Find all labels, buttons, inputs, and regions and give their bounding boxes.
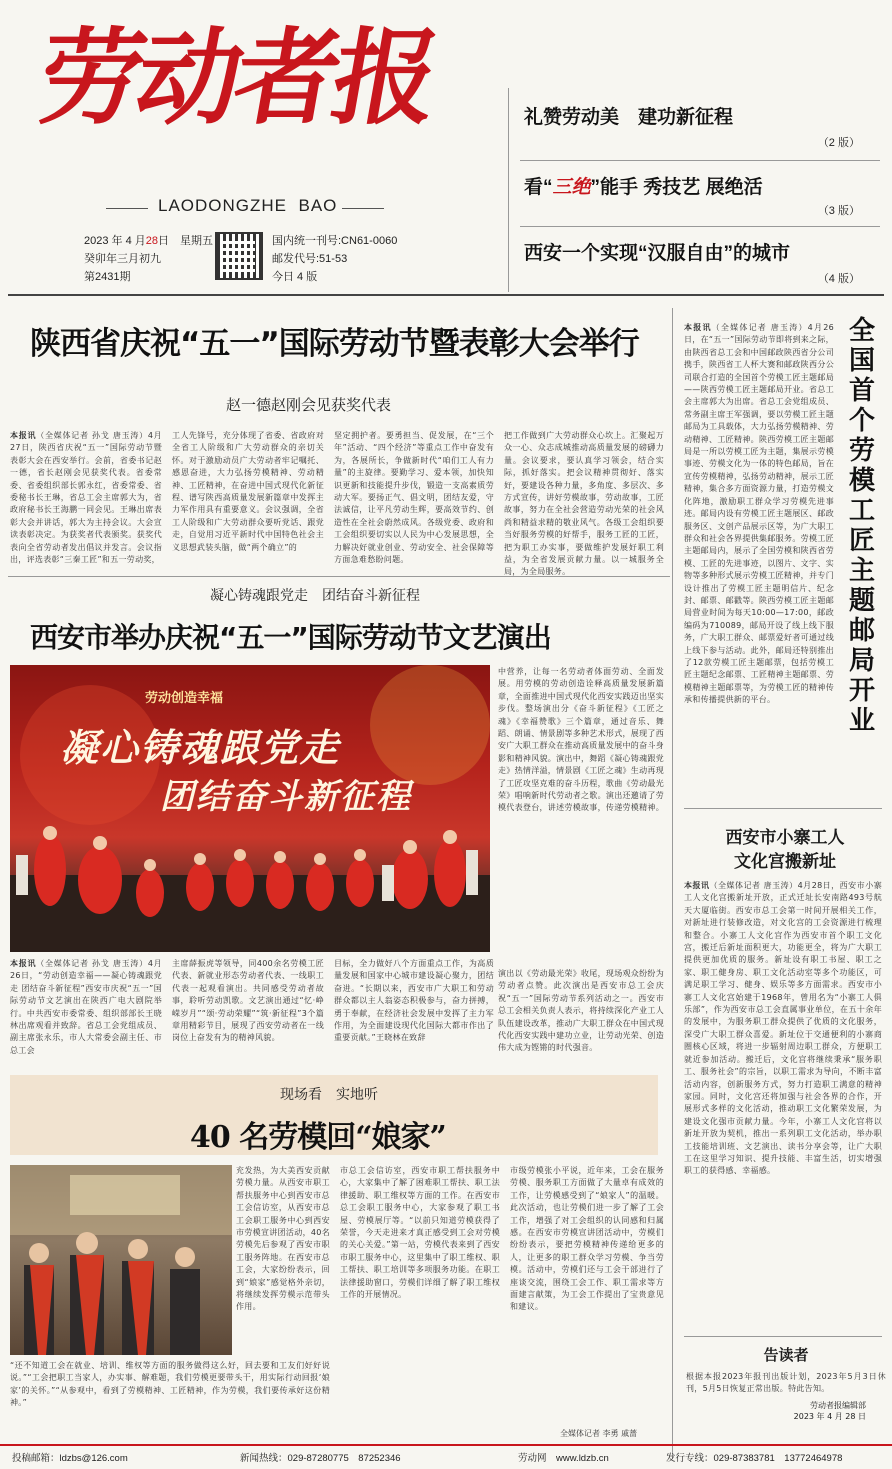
publication-codes: 国内统一刊号:CN61-0060 邮发代号:51-53 今日 4 版 — [272, 235, 398, 283]
toc-rule — [520, 226, 880, 227]
article2-col-3: 目标，全力做好八个方面重点工作，为高质量发展和国家中心城市建设凝心聚力，团结奋进。“长期以来，西安市广大职工和劳动群众都以主人翁姿态积极参与，奋力拼搏，勇于奉献，在经济社会发展中发挥了主力军作用，为全面建设现代化国际大都市作出了重要贡献。”王晓林在致辞 — [334, 959, 494, 1043]
footer-email[interactable]: 投稿邮箱：ldzbs@126.com — [12, 1453, 128, 1464]
pinyin-rule-left — [106, 208, 148, 209]
article3-col-3: 市级劳模张小平说，近年来，工会在服务劳模、服务职工方面做了大量卓有成效的工作，让劳模感受到了“娘家人”的温暖。此次活动，也让劳模们进一步了解了工会工作，增强了对工会组织的认同感和归属感。在西安市劳模宣讲团活动中，劳模们纷纷表示，要把劳模精神传递给更多的人，让更多的职工群众学习劳模、争当劳模。活动中，劳模们还与工会干部进行了座谈交流，围绕工会工作、职工需求等方面建言献策，为工会工作提出了宝贵意见和建议。 — [510, 1166, 664, 1312]
model-workers-photo — [10, 1165, 232, 1355]
notice-date: 2023 年 4 月 28 日 — [793, 1411, 866, 1421]
stage-banner-line-1: 凝心铸魂跟党走 — [60, 725, 341, 770]
article1-col-4: 把工作做到广大劳动群众心坎上。汇聚起万众一心、众志成城推动高质量发展的磅礴力量。会议要求，要认真学习领会，结合实际，抓好落实。把会议精神贯彻好、落实好，要建设各种力量，多角度、多层次、多方式宣传，讲好劳模故事，劳动故事，工匠故事，努力在全社会营造劳动光荣的社会风尚和精益求精的敬业风气。各级工会组织要当好服务劳模的好帮手，服务工匠的工匠，把为职工办实事，要做维护发展好职工利益，为全省发展贡献力量。以一城服务全局，为全局服务。 — [504, 431, 664, 577]
article2-right-col-2: 演出以《劳动最光荣》收尾，现场观众纷纷为劳动者点赞。此次演出是西安市总工会庆祝“五一”国际劳动节系列活动之一。西安市总工会相关负责人表示，将持续深化产业工人队伍建设改革，推动广大职工群众在中国式现代化西安实践中建功立业，让劳动光荣、创造伟大成为铿锵的时代强音。 — [498, 969, 664, 1053]
article3-col-2: 市总工会信访室，西安市职工帮扶服务中心，大家集中了解了困难职工帮扶、职工法律援助、职工维权等方面的工作。在西安市总工会职工服务中心，大家参观了职工书屋、劳模展厅等。“以前只知道劳模获得了荣誉，今天走进来才真正感受到工会对劳模的关心关爱。”第一站，劳模代表来到了西安市职工服务中心，这里集中了职工维权、职工帮扶、职工培训等多项服务功能。在职工法律援助窗口，劳模们详细了解了职工维权工作的开展情况。 — [340, 1166, 500, 1300]
side-rule — [684, 808, 882, 809]
masthead-rule — [8, 294, 884, 296]
article2-headline[interactable]: 西安市举办庆祝“五一”国际劳动节文艺演出 — [30, 621, 551, 654]
article1-col-2: 工人先锋号，充分体现了省委、省政府对全省工人阶级和广大劳动群众的亲切关怀。对于激励动员广大劳动者牢记嘱托、感恩奋进，大力弘扬劳模精神、劳动精神、工匠精神，在奋进中国式现代化新征程、谱写陕西高质量发展新篇章中发挥主力军作用具有重要意义。会议强调，全省工人阶级和广大劳动群众要听党话、跟党走，自觉用习近平新时代中国特色社会主义思想武装头脑，做“两个确立”的 — [172, 431, 324, 552]
section-rule — [8, 576, 670, 577]
issue-info: 2023 年 4 月28日 星期五 癸卯年三月初九 第2431期 — [84, 232, 213, 286]
side-article-text: 本报讯（全媒体记者 唐玉涛）4月26日，在“五一”国际劳动节即将到来之际，由陕西省总工会和中国邮政陕西省分公司携手，陕西省工人杯大赛和邮政陕西分公司联合打造的全国首个劳模工匠主题邮局——陕西劳模工匠主题邮局开业。省总工会主席郭大为出席。省总工会党组成员、常务副主席王军强调，要以劳模工匠主题邮局为工具载体，大力弘扬劳模精神、劳动精神、工匠精神。陕西劳模工匠主题邮局是一所以劳模工匠为主题，集展示劳模事迹、劳模文化为一体的特色邮局，旨在宣传劳模精神，弘扬劳动精神，展示工匠精神，集合多方面资源力量，打造劳模文化阵地，激励职工群众学习劳模先进事迹。邮局内设有劳模工匠主题展区、邮政服务区、文创产品展示区等，为广大职工群众和社会各界提供集邮服务。劳模工匠主题邮局内，展示了全国劳模和陕西省劳模、工匠的先进事迹，以图片、文字、实物等多种形式展示劳模工匠精神，并专门设计推出了劳模工匠主题明信片、纪念封、邮票、邮戳等。陕西劳模工匠主题邮局营业时间为每天10:00—17:00，邮政编码为710089，邮局开设了线上线下服务，广大职工群众、邮票爱好者可通过线上线下参与活动。此外，邮局还特别推出了12款劳模工匠主题邮票，包括劳模工匠主题纪念邮票、工匠精神主题邮票、劳模精神主题邮票等，为劳模工匠的精神传承和传播提供新的平台。 — [684, 323, 834, 705]
footer-distribution: 发行专线：029-87383781 13772464978 — [666, 1453, 843, 1464]
article2-right-col-1: 中营养，让每一名劳动者体面劳动、全面发展。用劳模的劳动创造诠释高质量发展新篇章，全面推进中国式现代化西安实践迈出坚实步伐。整场演出分《奋斗新征程》《工匠之魂》《幸福赞歌》三个篇章，通过音乐、舞蹈、朗诵、情景剧等多种艺术形式，展现了西安广大职工群众在推动高质量发展中的奋斗身影和精神风貌。演出中，舞蹈《凝心铸魂跟党走》热情洋溢，情景剧《工匠之魂》生动再现了工匠攻坚克难的奋斗历程，歌曲《劳动最光荣》唱响新时代劳动者之歌。演出还邀请了劳模代表登台，讲述劳模故事，传递劳模精神。 — [498, 667, 664, 813]
toc-item-1[interactable]: 礼赞劳动美 建功新征程 （2 版） — [524, 107, 860, 149]
newspaper-logo: 劳动者报 — [29, 16, 443, 139]
notice-title: 告读者 — [763, 1346, 809, 1364]
masthead — [10, 18, 510, 288]
side-article2-headline[interactable]: 西安市小寨工人 文化宫搬新址 — [725, 828, 845, 872]
stage-banner-top: 劳动创造幸福 — [145, 691, 224, 706]
article3-byline: 全媒体记者 李勇 戚蔷 — [560, 1429, 638, 1438]
stage-banner-line-2: 团结奋斗新征程 — [160, 777, 412, 817]
toc-rule — [520, 160, 880, 161]
pinyin-rule-right — [342, 208, 384, 209]
issue-number: 第2431期 — [84, 271, 131, 283]
article3-kicker: 现场看 实地听 — [280, 1087, 378, 1103]
article2-col-1: 本报讯（全媒体记者 孙戈 唐玉涛）4月26日，“劳动创造幸福——凝心铸魂跟党走 团结奋斗新征程”西安市庆祝“五一”国际劳动节文艺演出在陕西广电大剧院举行。中共西安市委常委、组织部部长王晓林出席观看并致辞。省总工会党组成员、副主席张永乐，市人大常委会副主任、市总工会 — [10, 959, 162, 1055]
side-article-vertical-headline[interactable]: 全国首个劳模工匠主题邮局开业 — [848, 316, 875, 736]
toc-divider — [508, 88, 509, 292]
model-workers-scene — [10, 1165, 232, 1355]
article2-kicker: 凝心铸魂跟党走 团结奋斗新征程 — [210, 588, 420, 604]
notice-text: 根据本报2023年报刊出版计划，2023年5月3日休刊，5月5日恢复正常出版。特此告知。 — [686, 1372, 886, 1394]
right-column-divider — [672, 308, 673, 1458]
side-article2-text: 本报讯（全媒体记者 唐玉涛）4月28日，西安市小寨工人文化宫搬新址开放，正式迁址长安南路493号航天大厦临街。西安市总工会第一时间开展相关工作，对新址进行装修改造，对文化宫的工会资源进行梳理和整合。小寨工人文化宫作为西安市首个职工文化宫，搬迁后新址面积更大，功能更全，将为广大职工提供更加优质的服务。新址设有职工书屋、职工之家、职工健身房、职工文化活动室等多个功能区，可满足职工学习、健身、娱乐等多方面需求。西安市小寨工人文化宫始建于1968年，曾用名为“小寨工人俱乐部”，作为西安市总工会直属事业单位，在五十余年的发展中，为服务职工群众提供了优质的文化服务，深受广大职工群众喜爱。新址位于交通便利的小寨商圈核心区域，将进一步辐射周边职工群众，方便职工就近参加活动。搬迁后，文化宫将继续秉承“服务职工、服务社会”的宗旨，以职工需求为导向，不断丰富活动内容，创新服务方式，努力打造职工满意的精神家园。同时，文化宫还将加强与社会各界的合作，开展形式多样的文化活动，推动职工文化繁荣发展，为建设文化强市贡献力量。今年，小寨工人文化宫将以新址开放为契机，推出一系列职工文化活动，举办职工技能培训班、文艺演出、读书分享会等，让广大职工在这里学习知识、提升技能、丰富生活，切实增强职工的获得感、幸福感。 — [684, 881, 882, 1176]
article3-col-1a: 充发热，为大美西安贡献劳模力量。从西安市职工帮扶服务中心到西安市总工会信访室，从西安市总工会职工服务中心到西安市劳模宣讲团活动，40名劳模先后参观了西安市职工服务阵地。在西安市总工会，大家纷纷表示，回到“娘家”感觉格外亲切，将继续发挥劳模示范带头作用。 — [236, 1166, 330, 1312]
notice-signature: 劳动者报编辑部 — [810, 1400, 866, 1410]
article1-col-1: 本报讯（全媒体记者 孙戈 唐玉涛）4月27日，陕西省庆祝“五一”国际劳动节暨表彰大会在西安举行。会前，省委书记赵一德，省长赵刚会见获奖代表。省委常委、省委组织部长郭永红，省委常委、省委秘书长王琳，省总工会主席郭大为，省政府秘书长王海鹏一同会见。王琳出席表彰大会并讲话，郭大为主持会议。大会宣读表彰决定。为获奖者代表颁奖。获奖代表向全省劳动者发出倡议并发言。会议指出，评选表彰“三秦工匠”和五一劳动奖， — [10, 431, 162, 565]
lunar-date: 癸卯年三月初九 — [84, 253, 161, 265]
footer — [0, 1446, 892, 1469]
article1-headline[interactable]: 陕西省庆祝“五一”国际劳动节暨表彰大会举行 — [30, 326, 639, 362]
footer-news-hotline: 新闻热线：029-87280775 87252346 — [240, 1453, 401, 1464]
logo-pinyin: LAODONGZHE BAO — [158, 196, 338, 215]
article1-col-3: 坚定拥护者。要勇担当、促发展，在“三个年”活动、“四个经济”等重点工作中奋发有为，各展所长，争做新时代“咱们工人有力量”的主旋律。要勤学习、爱本领，加快知识更新和技能提升步伐，锻造一支高素质劳动大军。要扬正气、倡文明，团结友爱，守法诚信，让平凡劳动生辉，要高效节约、创造性在全社会蔚然成风。各级党委、政府和工会组织要切实以人民为中心发展思想，全力解决好就业创业、劳动安全、社会保障等方面急难愁盼问题。 — [334, 431, 494, 565]
reader-notice — [686, 1342, 886, 1422]
stage-performance-photo — [10, 665, 490, 952]
article3-col-1b: “还不知道工会在就业、培训、维权等方面的服务做得这么好，回去要和工友们好好说说。”“工会把职工当家人，办实事、解难题，我们劳模更要带头干，用实际行动回报‘娘家’的关怀。”“从参观中，看到了劳模精神、工匠精神，作为劳模，我们要传承好这份精神。” — [10, 1361, 330, 1408]
article3-headline[interactable]: 40 名劳模回“娘家” — [190, 1120, 446, 1155]
toc-item-2[interactable]: 看“三绝”能手 秀技艺 展绝活 （3 版） — [524, 177, 860, 217]
article1-subhead: 赵一德赵刚会见获奖代表 — [226, 396, 392, 414]
footer-website[interactable]: 劳动网 www.ldzb.cn — [518, 1453, 609, 1464]
qr-code-icon — [215, 232, 263, 280]
notice-rule — [684, 1336, 882, 1337]
toc-item-3[interactable]: 西安一个实现“汉服自由”的城市 （4 版） — [524, 243, 860, 285]
article2-col-2: 主席薛振虎等领导，同400余名劳模工匠代表、新就业形态劳动者代表、一线职工代表一起观看演出。共同感受劳动者故事，聆听劳动凯歌。文艺演出通过“忆·峥嵘岁月”“颂·劳动荣耀”“筑·新征程”3个篇章用精彩节目，展现了西安劳动者在一线岗位上奋发有为的精神风貌。 — [172, 959, 324, 1043]
